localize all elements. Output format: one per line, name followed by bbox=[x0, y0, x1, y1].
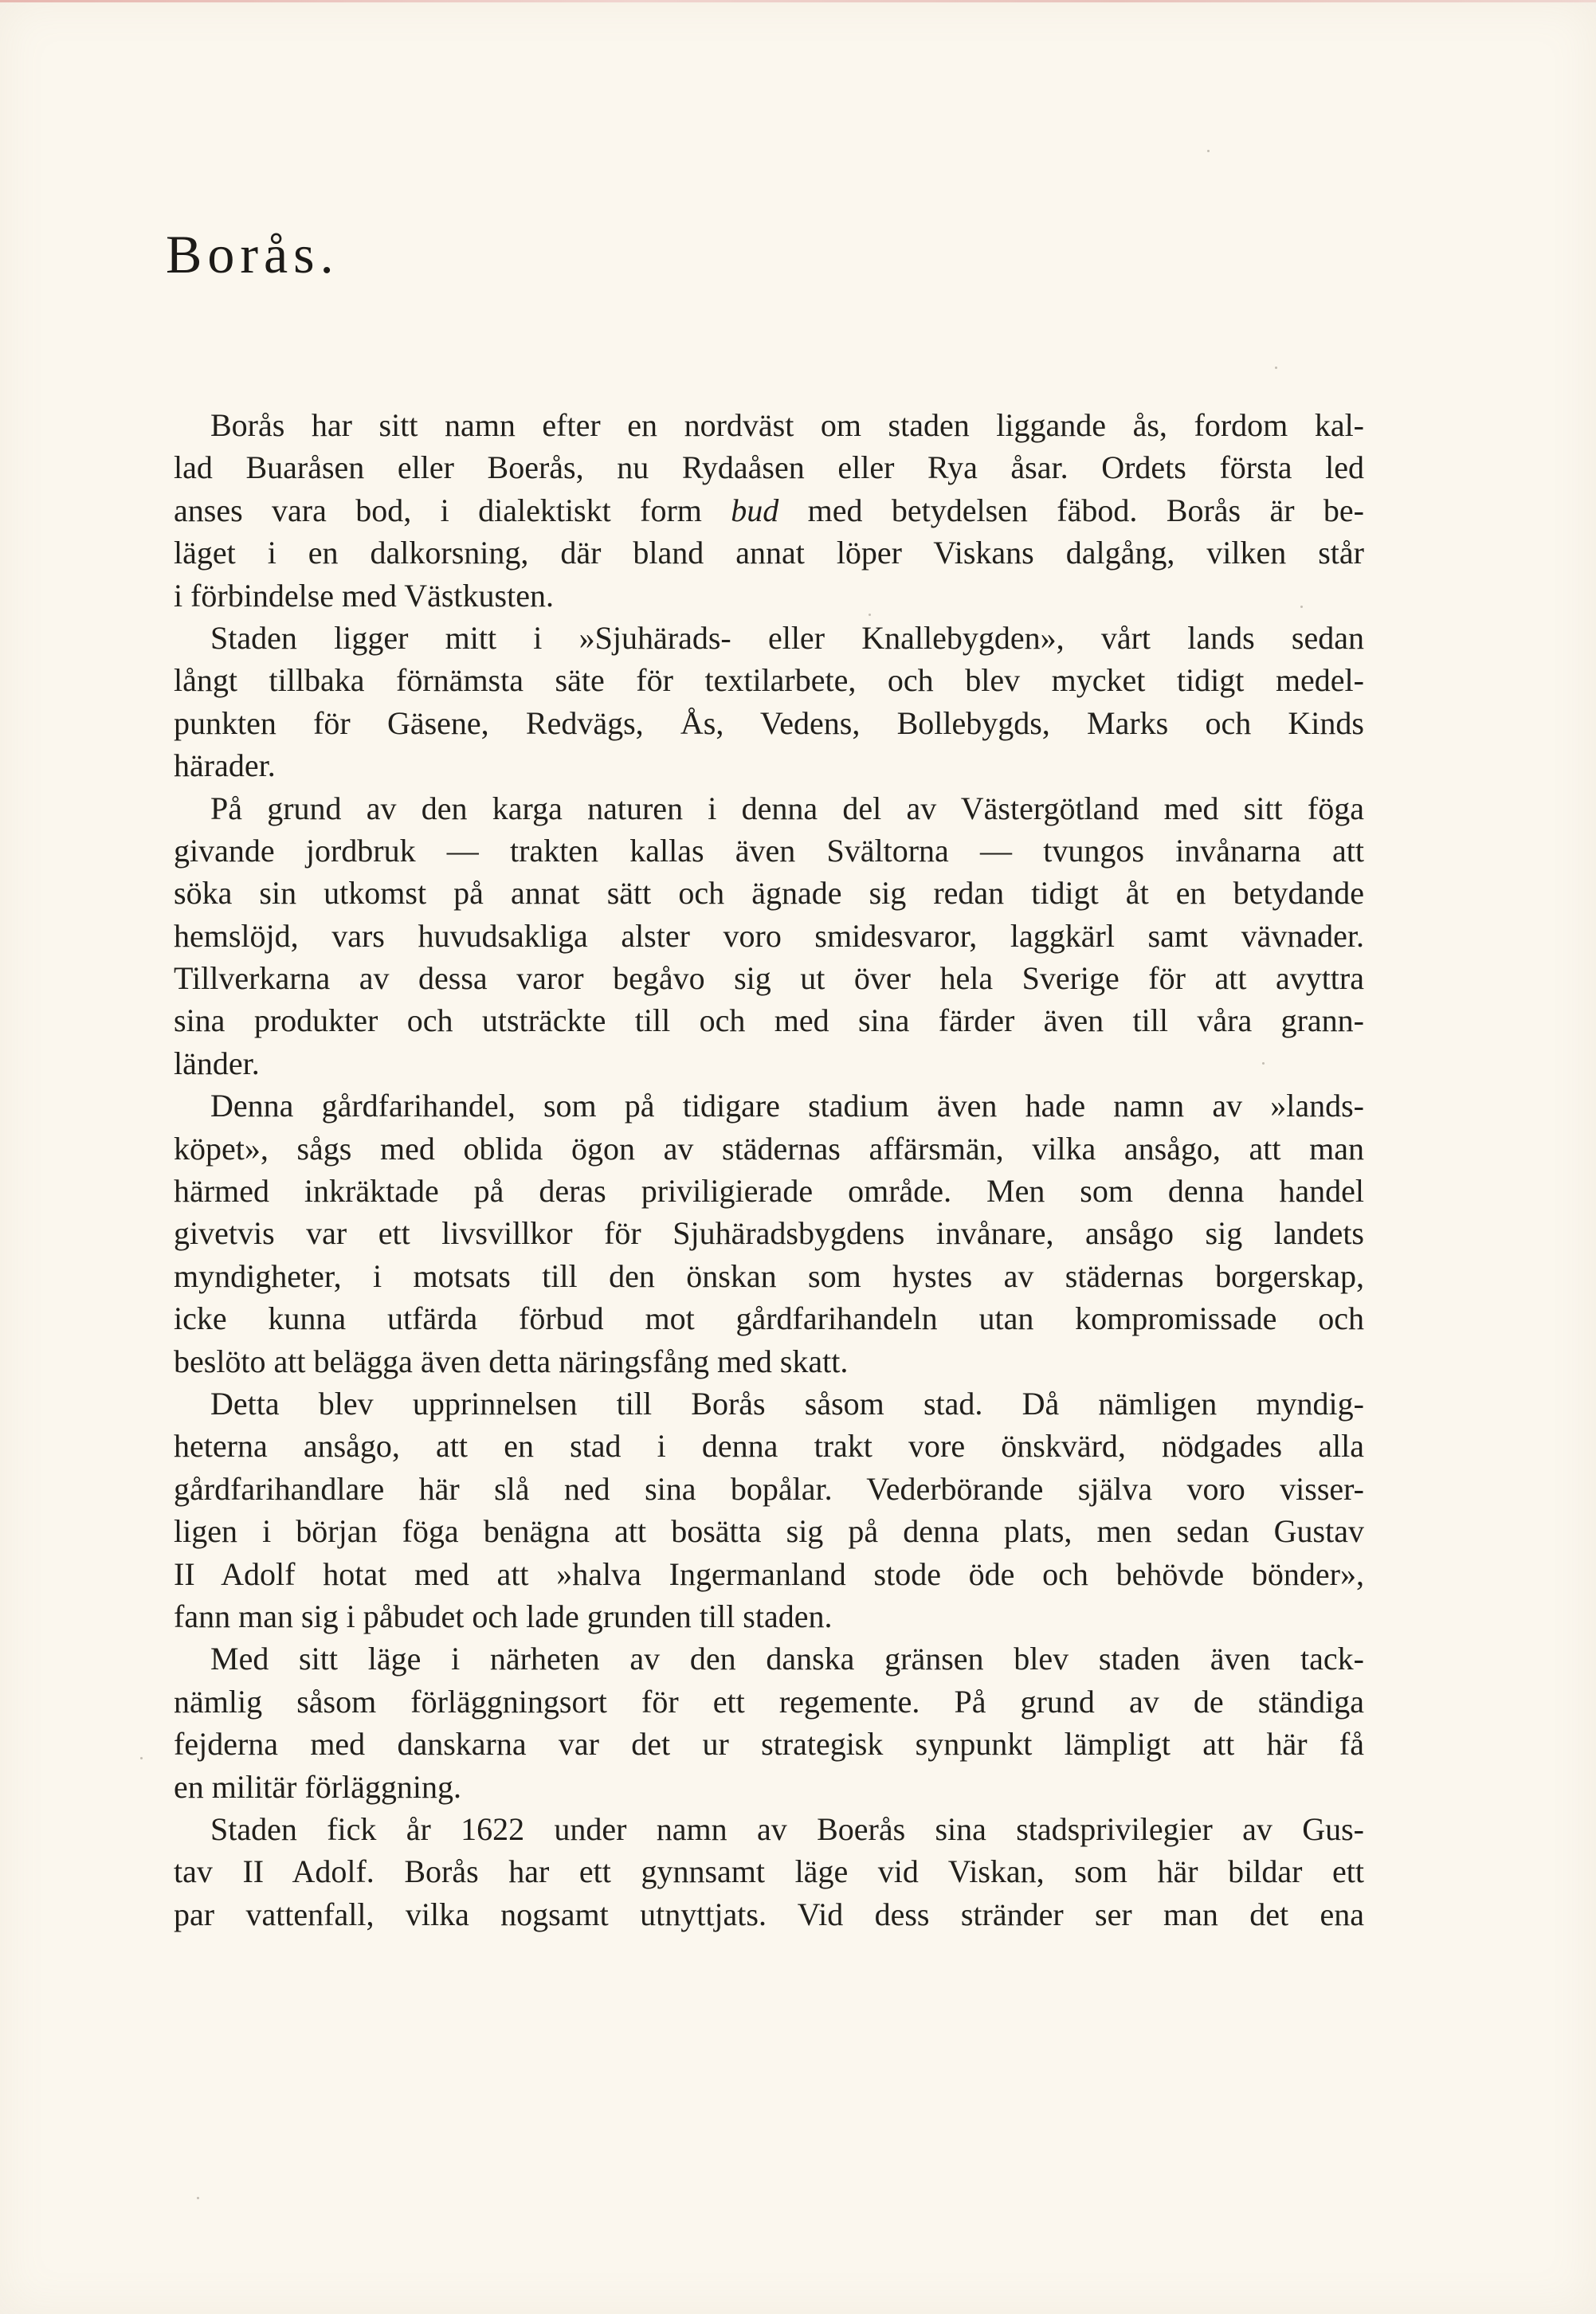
text-line: givande jordbruk — trakten kallas även Svältorna — tvungos invånarna att bbox=[174, 832, 1364, 869]
text-line: tav II Adolf. Borås har ett gynnsamt läge vid Viskan, som här bildar ett bbox=[174, 1853, 1364, 1890]
text-line: en militär förläggning. bbox=[174, 1768, 462, 1805]
text-line: II Adolf hotat med att »halva Ingermanland stode öde och behövde bönder», bbox=[174, 1555, 1364, 1592]
text-line: icke kunna utfärda förbud mot gårdfarihandeln utan kompromissade och bbox=[174, 1300, 1364, 1337]
text-line: sina produkter och utsträckte till och med sina färder även till våra grann- bbox=[174, 1002, 1364, 1039]
page-top-edge bbox=[0, 0, 1596, 2]
text-line: Borås har sitt namn efter en nordväst om staden liggande ås, fordom kal- bbox=[210, 407, 1364, 443]
text-line: punkten för Gäsene, Redvägs, Ås, Vedens, Bollebygds, Marks och Kinds bbox=[174, 704, 1364, 741]
text-line: heterna ansågo, att en stad i denna trakt vore önskvärd, nödgades alla bbox=[174, 1428, 1364, 1465]
text-line: Med sitt läge i närheten av den danska gränsen blev staden även tack- bbox=[210, 1641, 1364, 1677]
text-line: Detta blev upprinnelsen till Borås såsom stad. Då nämligen myndig- bbox=[210, 1385, 1364, 1422]
text-line: härader. bbox=[174, 747, 276, 784]
text-line: lad Buaråsen eller Boerås, nu Rydaåsen eller Rya åsar. Ordets första led bbox=[174, 449, 1364, 486]
text-line: köpet», sågs med oblida ögon av städernas affärsmän, vilka ansågo, att man bbox=[174, 1130, 1364, 1167]
text-line: beslöto att belägga även detta näringsfång med skatt. bbox=[174, 1343, 849, 1379]
text-line: länder. bbox=[174, 1045, 260, 1081]
text-line: Staden ligger mitt i »Sjuhärads- eller Knallebygden», vårt lands sedan bbox=[210, 619, 1364, 656]
text-line: På grund av den karga naturen i denna del av Västergötland med sitt föga bbox=[210, 790, 1364, 826]
page-title: Borås. bbox=[166, 224, 339, 284]
text-line: Staden fick år 1622 under namn av Boerås sina stadsprivilegier av Gus- bbox=[210, 1810, 1364, 1847]
body-text bbox=[174, 404, 1364, 1936]
text-line: härmed inkräktade på deras priviligierade område. Men som denna handel bbox=[174, 1173, 1364, 1210]
text-line: fann man sig i påbudet och lade grunden till staden. bbox=[174, 1598, 833, 1634]
text-line: Denna gårdfarihandel, som på tidigare stadium även hade namn av »lands- bbox=[210, 1088, 1364, 1124]
text-line: anses vara bod, i dialektiskt form bud med betydelsen fäbod. Borås är be- bbox=[174, 492, 1364, 528]
text-line: givetvis var ett livsvillkor för Sjuhäradsbygdens invånare, ansågo sig landets bbox=[174, 1215, 1364, 1252]
text-line: ligen i början föga benägna att bosätta sig på denna plats, men sedan Gustav bbox=[174, 1513, 1364, 1550]
italic-word: bud bbox=[731, 492, 779, 528]
text-line: myndigheter, i motsats till den önskan som hystes av städernas borgerskap, bbox=[174, 1257, 1364, 1294]
text-line: par vattenfall, vilka nogsamt utnyttjats. Vid dess stränder ser man det ena bbox=[174, 1896, 1364, 1932]
text-line: nämlig såsom förläggningsort för ett regemente. På grund av de ständiga bbox=[174, 1683, 1364, 1720]
text-line: hemslöjd, vars huvudsakliga alster voro smidesvaror, laggkärl samt vävnader. bbox=[174, 917, 1364, 954]
text-line: gårdfarihandlare här slå ned sina bopålar. Vederbörande själva voro visser- bbox=[174, 1470, 1364, 1507]
text-line: Tillverkarna av dessa varor begåvo sig ut över hela Sverige för att avyttra bbox=[174, 960, 1364, 997]
text-line: långt tillbaka förnämsta säte för textilarbete, och blev mycket tidigt medel- bbox=[174, 662, 1364, 699]
text-line: söka sin utkomst på annat sätt och ägnade sig redan tidigt åt en betydande bbox=[174, 875, 1364, 912]
text-line: fejderna med danskarna var det ur strategisk synpunkt lämpligt att här få bbox=[174, 1726, 1364, 1763]
text-line: i förbindelse med Västkusten. bbox=[174, 577, 554, 614]
text-line: läget i en dalkorsning, där bland annat löper Viskans dalgång, vilken står bbox=[174, 535, 1364, 571]
